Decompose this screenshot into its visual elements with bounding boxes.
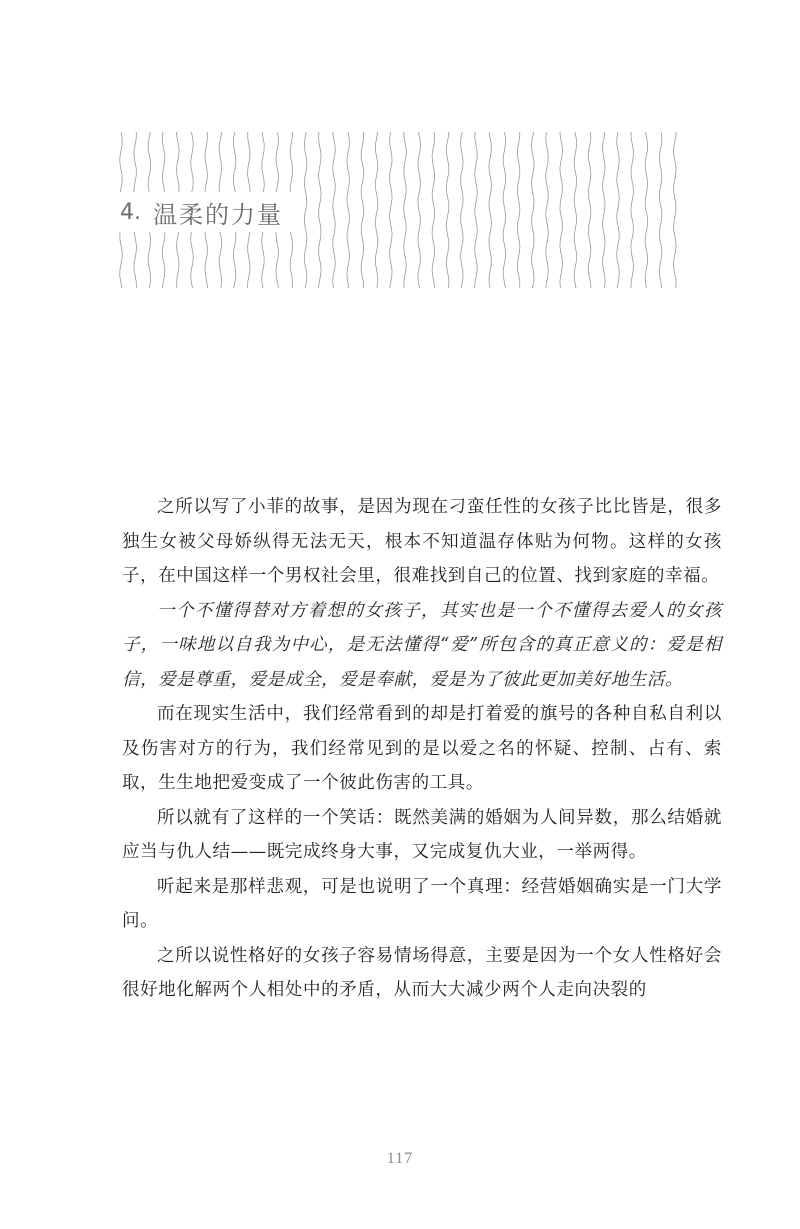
chapter-title: 温柔的力量 (153, 200, 283, 229)
chapter-number: 4. (120, 199, 141, 225)
paragraph: 之所以写了小菲的故事，是因为现在刁蛮任性的女孩子比比皆是，很多独生女被父母娇纵得无法无天，根本不知道温存体贴为何物。这样的女孩子，在中国这样一个男权社会里，很难找到自己的位置、找到家庭的幸福。 (122, 497, 722, 586)
wavy-line (617, 132, 620, 288)
wavy-line (446, 132, 449, 288)
wavy-line (475, 132, 478, 288)
wavy-line (588, 132, 591, 288)
chapter-header (118, 132, 680, 288)
wavy-line (546, 132, 549, 288)
wavy-line (333, 132, 336, 288)
wavy-line (489, 132, 492, 288)
wavy-line (560, 132, 563, 288)
wavy-line (645, 132, 648, 288)
page-number: 117 (386, 1150, 414, 1167)
wavy-line (418, 132, 421, 288)
wavy-line (674, 132, 677, 288)
wavy-line (361, 132, 364, 288)
wavy-line (404, 132, 407, 288)
wavy-line (603, 132, 606, 288)
wavy-line (532, 132, 535, 288)
wavy-line (319, 132, 322, 288)
wavy-line (304, 132, 307, 288)
body-text (122, 490, 722, 1008)
chapter-heading (118, 192, 293, 232)
paragraph: 之所以说性格好的女孩子容易情场得意，主要是因为一个女人性格好会很好地化解两个人相处中的矛盾，从而大大减少两个人走向决裂的 (122, 945, 722, 1000)
paragraph: 听起来是那样悲观，可是也说明了一个真理：经营婚姻确实是一门大学问。 (122, 876, 722, 931)
paragraph: 所以就有了这样的一个笑话：既然美满的婚姻为人间异数，那么结婚就应当与仇人结——既完成终身大事，又完成复仇大业，一举两得。 (122, 807, 722, 862)
wavy-line (461, 132, 464, 288)
wavy-line (631, 132, 634, 288)
wavy-line (375, 132, 378, 288)
paragraph-quote: 一个不懂得替对方着想的女孩子，其实也是一个不懂得去爱人的女孩子，一味地以自我为中心，是无法懂得“爱”所包含的真正意义的：爱是相信，爱是尊重，爱是成全，爱是奉献，爱是为了彼此更加美好地生活。 (122, 600, 722, 690)
wavy-line (503, 132, 506, 288)
wavy-line (390, 132, 393, 288)
wavy-line (432, 132, 435, 288)
wavy-line (659, 132, 662, 288)
paragraph: 而在现实生活中，我们经常看到的却是打着爱的旗号的各种自私自利以及伤害对方的行为，我们经常见到的是以爱之名的怀疑、控制、占有、索取，生生地把爱变成了一个彼此伤害的工具。 (122, 704, 722, 793)
wavy-line (574, 132, 577, 288)
wavy-line (517, 132, 520, 288)
wavy-line (347, 132, 350, 288)
